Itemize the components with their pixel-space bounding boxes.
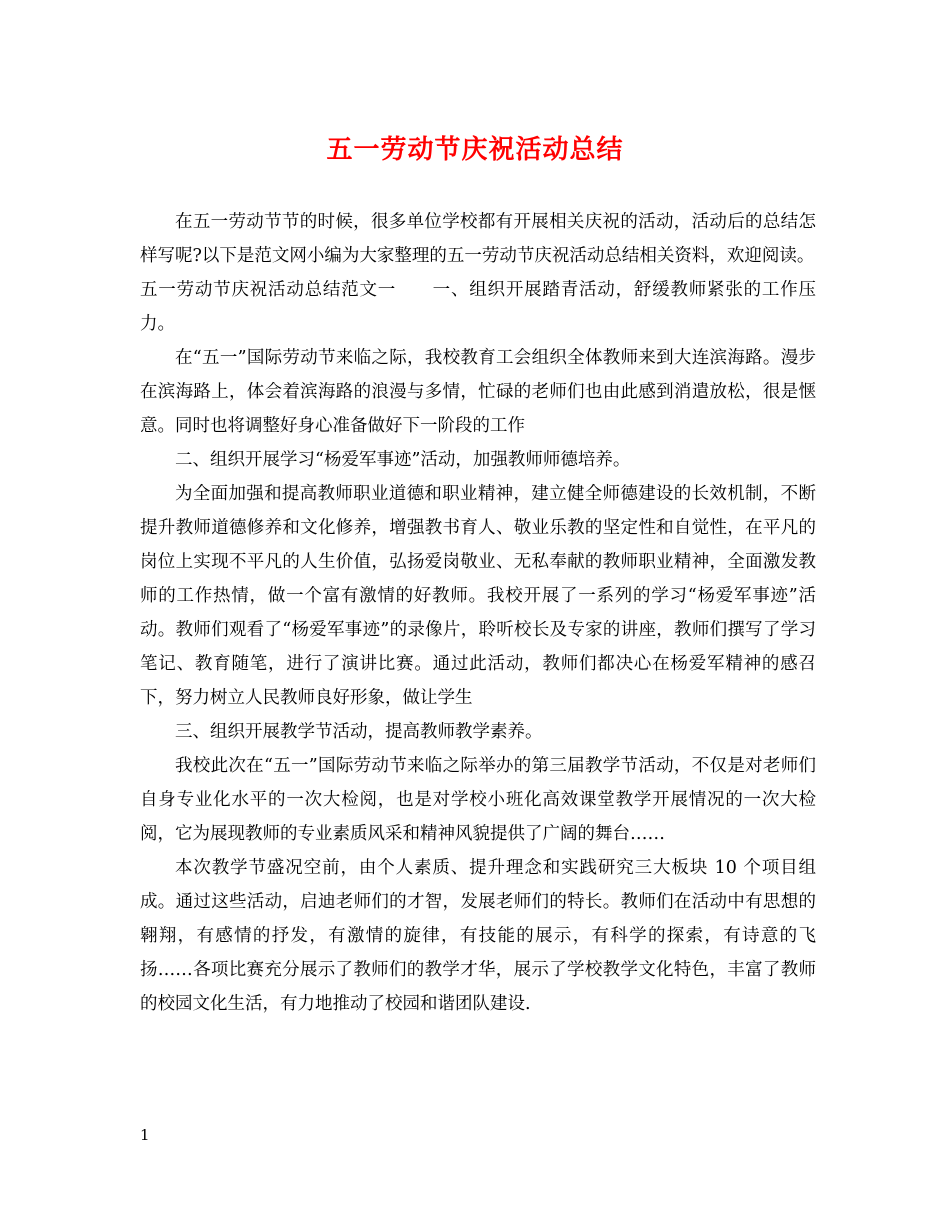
document-title: 五一劳动节庆祝活动总结 xyxy=(326,135,624,165)
document-body xyxy=(140,205,816,1021)
page-number: 1 xyxy=(140,1126,150,1144)
section-heading-one: 五一劳动节庆祝活动总结范文一 一、组织开展踏青活动，舒缓教师紧张的工作压力。 xyxy=(140,280,816,334)
intro-paragraph: 在五一劳动节节的时候，很多单位学校都有开展相关庆祝的活动，活动后的总结怎样写呢?以下是范文网小编为大家整理的五一劳动节庆祝活动总结相关资料，欢迎阅读。 xyxy=(140,212,816,266)
section-heading-three: 三、组织开展教学节活动，提高教师教学素养。 xyxy=(175,722,543,742)
body-paragraph: 为全面加强和提高教师职业道德和职业精神，建立健全师德建设的长效机制，不断提升教师道德修养和文化修养，增强教书育人、敬业乐教的坚定性和自觉性，在平凡的岗位上实现不平凡的人生价值，弘扬爱岗敬业、无私奉献的教师职业精神，全面激发教师的工作热情，做一个富有激情的好教师。我校开展了一系列的学习“杨爱军事迹”活动。教师们观看了“杨爱军事迹”的录像片，聆听校长及专家的讲座，教师们撰写了学习笔记、教育随笔，进行了演讲比赛。通过此活动，教师们都决心在杨爱军精神的感召下，努力树立人民教师良好形象，做让学生 xyxy=(140,484,816,708)
body-paragraph: 在“五一”国际劳动节来临之际，我校教育工会组织全体教师来到大连滨海路。漫步在滨海路上，体会着滨海路的浪漫与多情，忙碌的老师们也由此感到消遣放松，很是惬意。同时也将调整好身心准备做好下一阶段的工作 xyxy=(140,348,816,436)
body-paragraph: 我校此次在“五一”国际劳动节来临之际举办的第三届教学节活动，不仅是对老师们自身专业化水平的一次大检阅，也是对学校小班化高效课堂教学开展情况的一次大检阅，它为展现教师的专业素质风采和精神风貌提供了广阔的舞台…… xyxy=(140,756,816,844)
section-heading-two: 二、组织开展学习“杨爱军事迹”活动，加强教师师德培养。 xyxy=(175,450,631,470)
body-paragraph: 本次教学节盛况空前，由个人素质、提升理念和实践研究三大板块 10 个项目组成。通过这些活动，启迪老师们的才智，发展老师们的特长。教师们在活动中有思想的翱翔，有感情的抒发，有激情的旋律，有技能的展示，有科学的探索，有诗意的飞扬……各项比赛充分展示了教师们的教学才华，展示了学校教学文化特色，丰富了教师的校园文化生活，有力地推动了校园和谐团队建设. xyxy=(140,858,816,1014)
